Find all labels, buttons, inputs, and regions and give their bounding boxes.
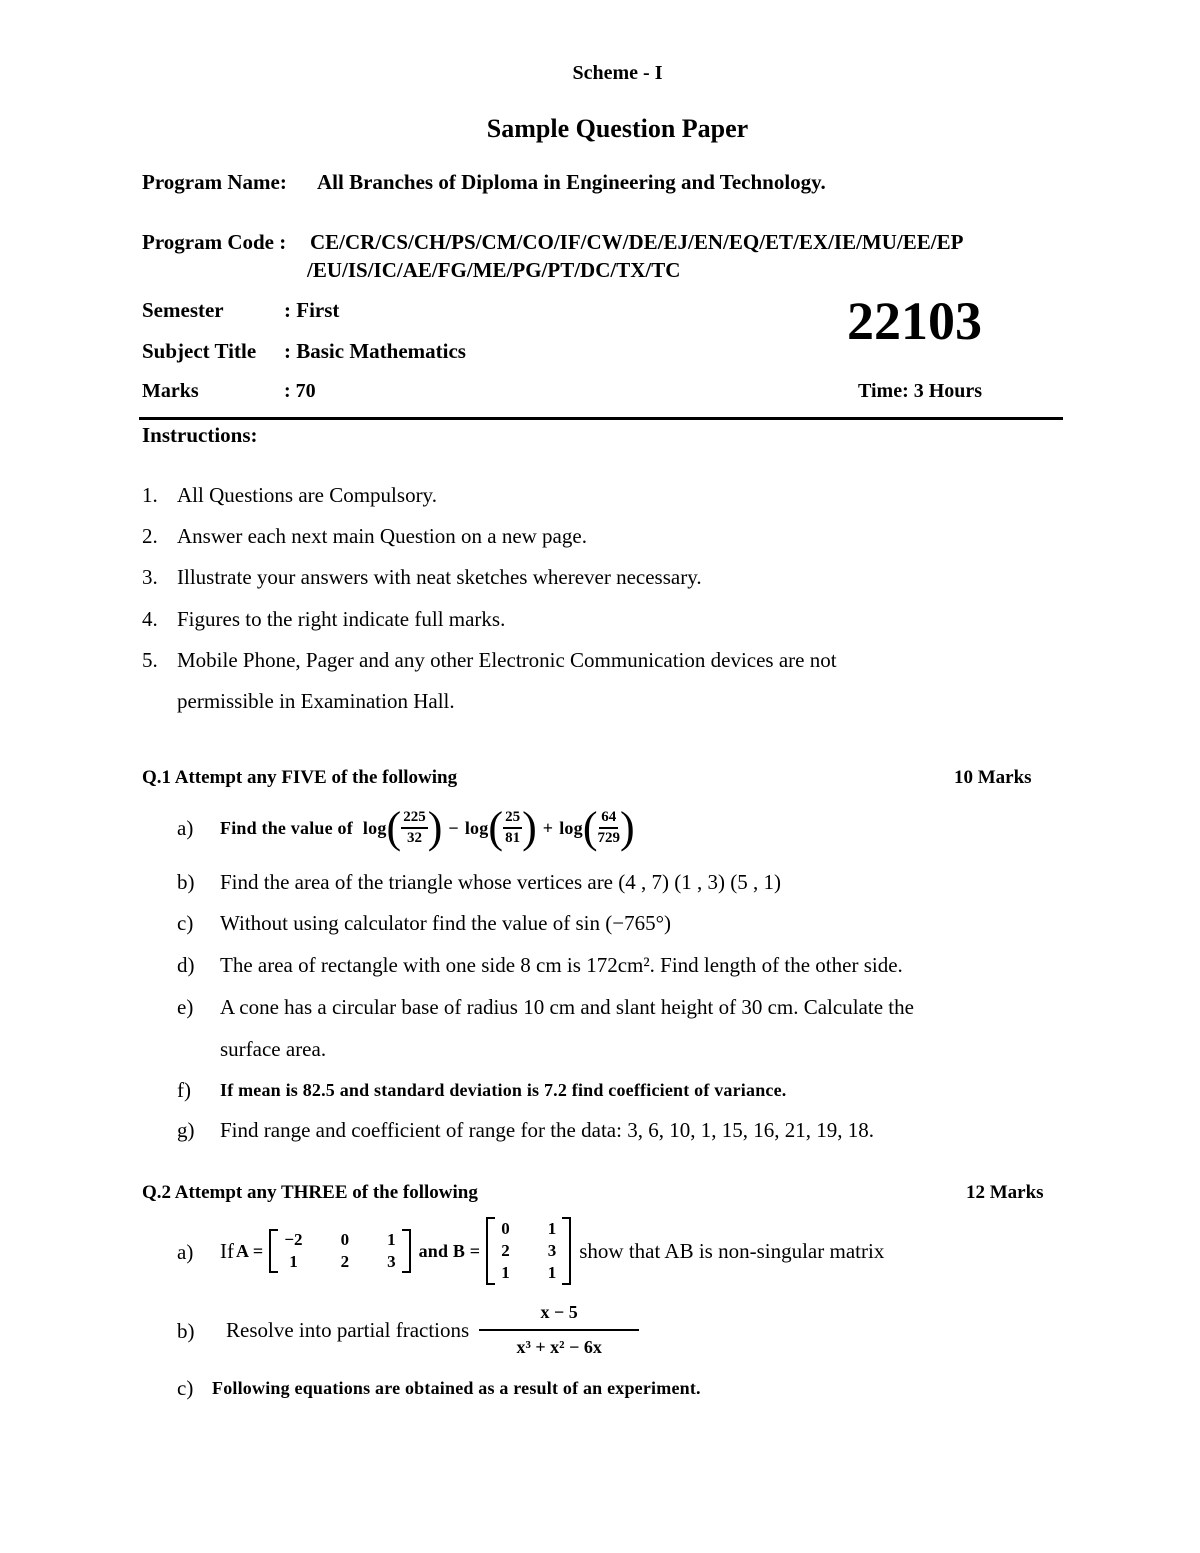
instruction-number: 3. bbox=[142, 565, 158, 589]
q2a-if: If bbox=[220, 1238, 234, 1263]
instruction-number: 4. bbox=[142, 607, 158, 631]
matrix-cell: 3 bbox=[547, 1241, 557, 1260]
plus-operator: + bbox=[542, 817, 554, 838]
bracket-right bbox=[562, 1217, 571, 1285]
q2c-label: c) bbox=[177, 1376, 194, 1400]
q1a-question bbox=[220, 804, 635, 852]
q1c-label: c) bbox=[177, 911, 194, 935]
matrix-cell: 1 bbox=[547, 1219, 557, 1238]
q1f-label: f) bbox=[177, 1078, 191, 1102]
q1d-label: d) bbox=[177, 953, 195, 977]
partial-fraction-numerator: x − 5 bbox=[479, 1302, 639, 1331]
close-paren: ) bbox=[522, 803, 537, 852]
matrix-cell: 0 bbox=[340, 1230, 350, 1249]
matrix-a-grid bbox=[278, 1228, 401, 1274]
matrix-b-label: and B = bbox=[418, 1240, 481, 1261]
q1-marks: 10 Marks bbox=[954, 767, 1032, 788]
paper-title: Sample Question Paper bbox=[486, 114, 749, 143]
matrix-b-grid bbox=[495, 1217, 562, 1285]
fraction-3-denominator: 729 bbox=[597, 830, 620, 846]
minus-operator: − bbox=[448, 817, 459, 838]
program-name-label: Program Name: bbox=[142, 170, 287, 194]
program-code-line1: CE/CR/CS/CH/PS/CM/CO/IF/CW/DE/EJ/EN/EQ/ET/EX/IE/MU/EE/EP bbox=[310, 230, 964, 254]
matrix-a bbox=[269, 1229, 410, 1273]
header-divider bbox=[139, 417, 1063, 420]
q2b-question bbox=[226, 1300, 639, 1360]
q1g-text: Find range and coefficient of range for the data: 3, 6, 10, 1, 15, 16, 21, 19, 18. bbox=[220, 1118, 874, 1142]
q2-heading: Q.2 Attempt any THREE of the following bbox=[142, 1182, 478, 1203]
instruction-text-continued: permissible in Examination Hall. bbox=[177, 689, 455, 713]
matrix-cell: 2 bbox=[501, 1241, 510, 1260]
fraction-1-denominator: 32 bbox=[406, 830, 422, 846]
instruction-text: Figures to the right indicate full marks. bbox=[177, 607, 506, 631]
log-operator: log bbox=[559, 817, 583, 838]
matrix-cell: 1 bbox=[501, 1263, 510, 1282]
fraction-2 bbox=[503, 810, 522, 846]
matrix-cell: −2 bbox=[284, 1230, 303, 1249]
close-paren: ) bbox=[619, 803, 635, 852]
fraction-1-numerator: 225 bbox=[401, 810, 428, 829]
bracket-left bbox=[269, 1229, 278, 1273]
partial-fraction-denominator: x³ + x² − 6x bbox=[516, 1337, 602, 1357]
program-code-label: Program Code : bbox=[142, 230, 287, 254]
fraction-3 bbox=[597, 810, 620, 846]
instruction-text: Mobile Phone, Pager and any other Electronic Communication devices are not bbox=[177, 648, 837, 672]
instruction-number: 5. bbox=[142, 648, 158, 672]
scheme-label: Scheme - I bbox=[572, 62, 663, 84]
q1g-label: g) bbox=[177, 1118, 195, 1142]
q1d-text: The area of rectangle with one side 8 cm is 172cm². Find length of the other side. bbox=[220, 953, 903, 977]
matrix-cell: 3 bbox=[387, 1252, 396, 1271]
partial-fraction bbox=[479, 1302, 639, 1358]
instruction-text: Answer each next main Question on a new page. bbox=[177, 524, 587, 548]
q2b-text: Resolve into partial fractions bbox=[226, 1317, 470, 1342]
q1b-label: b) bbox=[177, 870, 195, 894]
q1a-text: Find the value of bbox=[220, 817, 353, 838]
open-paren: ( bbox=[582, 803, 598, 852]
marks-label: Marks bbox=[142, 380, 199, 402]
semester-value: : First bbox=[284, 298, 340, 322]
time-allowed: Time: 3 Hours bbox=[858, 380, 983, 402]
q1a-label: a) bbox=[177, 816, 194, 840]
q1e-text: A cone has a circular base of radius 10 cm and slant height of 30 cm. Calculate the bbox=[220, 995, 914, 1019]
q1f-text: If mean is 82.5 and standard deviation is 7.2 find coefficient of variance. bbox=[220, 1080, 787, 1100]
program-name: All Branches of Diploma in Engineering and Technology. bbox=[317, 170, 826, 194]
fraction-1 bbox=[401, 810, 428, 846]
q2a-label: a) bbox=[177, 1240, 194, 1264]
matrix-cell: 2 bbox=[340, 1252, 350, 1271]
open-paren: ( bbox=[488, 803, 504, 852]
subject-label: Subject Title bbox=[142, 339, 257, 363]
matrix-a-label: A = bbox=[236, 1240, 264, 1261]
instruction-number: 1. bbox=[142, 483, 158, 507]
matrix-cell: 1 bbox=[387, 1230, 396, 1249]
marks-value: : 70 bbox=[284, 380, 316, 402]
open-paren: ( bbox=[386, 803, 402, 852]
instruction-text: Illustrate your answers with neat sketches wherever necessary. bbox=[177, 565, 702, 589]
bracket-right bbox=[402, 1229, 411, 1273]
instruction-text: All Questions are Compulsory. bbox=[177, 483, 437, 507]
close-paren: ) bbox=[427, 803, 443, 852]
program-code-line2: /EU/IS/IC/AE/FG/ME/PG/PT/DC/TX/TC bbox=[307, 258, 681, 282]
instruction-number: 2. bbox=[142, 524, 158, 548]
subject-value: : Basic Mathematics bbox=[284, 339, 466, 363]
matrix-cell: 1 bbox=[289, 1252, 298, 1271]
log-operator: log bbox=[362, 817, 387, 838]
instructions-heading: Instructions: bbox=[142, 423, 258, 447]
bracket-left bbox=[486, 1217, 495, 1285]
q2a-suffix: show that AB is non-singular matrix bbox=[579, 1238, 885, 1263]
semester-label: Semester bbox=[142, 298, 224, 322]
log-operator: log bbox=[464, 817, 489, 838]
fraction-2-denominator: 81 bbox=[505, 830, 521, 846]
q1b-text: Find the area of the triangle whose vertices are (4 , 7) (1 , 3) (5 , 1) bbox=[220, 870, 781, 894]
q1e-label: e) bbox=[177, 995, 194, 1019]
q1c-text: Without using calculator find the value of sin (−765°) bbox=[220, 911, 671, 935]
q2-marks: 12 Marks bbox=[966, 1182, 1044, 1203]
q1-heading: Q.1 Attempt any FIVE of the following bbox=[142, 767, 458, 788]
fraction-2-numerator: 25 bbox=[503, 810, 522, 829]
q2c-text: Following equations are obtained as a result of an experiment. bbox=[212, 1378, 701, 1398]
q1e-text-continued: surface area. bbox=[220, 1037, 327, 1061]
matrix-b bbox=[486, 1217, 571, 1285]
subject-code: 22103 bbox=[847, 291, 982, 351]
q2a-question bbox=[220, 1216, 884, 1286]
q2b-label: b) bbox=[177, 1319, 195, 1343]
matrix-cell: 0 bbox=[501, 1219, 510, 1238]
fraction-3-numerator: 64 bbox=[599, 810, 618, 829]
matrix-cell: 1 bbox=[547, 1263, 557, 1282]
